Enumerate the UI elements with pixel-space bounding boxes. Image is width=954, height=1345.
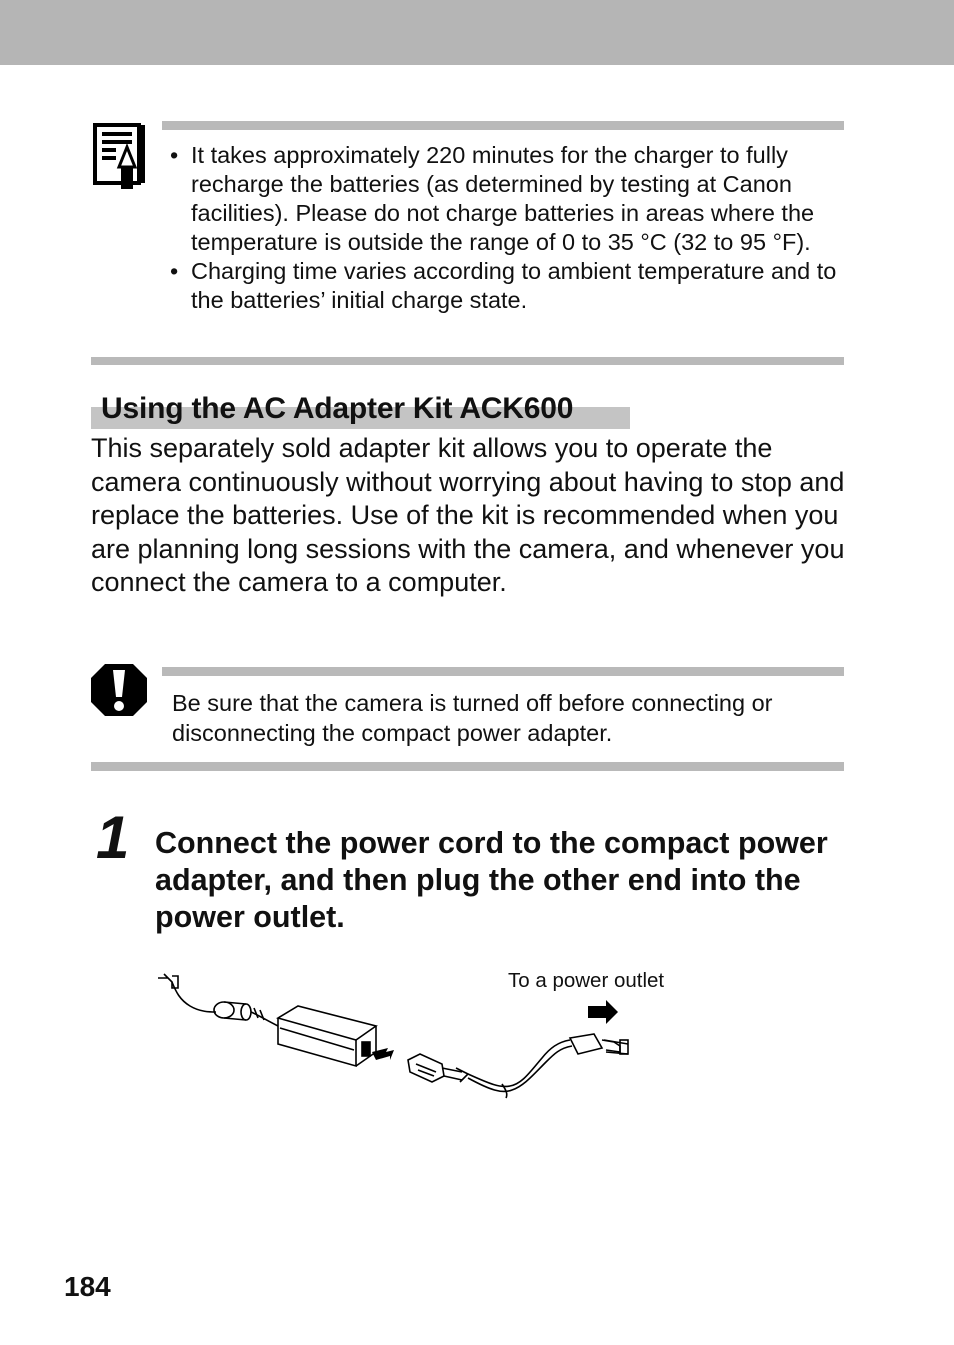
note-top-rule: [162, 121, 844, 130]
caution-exclamation-icon: [91, 664, 147, 716]
step-instruction: Connect the power cord to the compact power adapter, and then plug the other end into the power outlet.: [155, 826, 828, 934]
section-heading: Using the AC Adapter Kit ACK600: [101, 392, 574, 425]
note-bottom-rule: [91, 357, 844, 365]
note-item: • It takes approximately 220 minutes for the charger to fully recharge the batteries (as determined by testing at Canon facilities). Please do not charge batteries in areas where the temperature is outside the range of 0 to 35 °C (32 to 95 °F).: [170, 142, 815, 255]
memo-note-icon: [93, 123, 146, 189]
note-list: [170, 141, 850, 315]
section-body: This separately sold adapter kit allows you to operate the camera continuously without worrying about having to stop and replace the batteries. Use of the kit is recommended when you are planning long sessions with the camera, and whenever you connect the camera to a computer.: [91, 433, 845, 598]
header-band: [0, 0, 954, 65]
power-outlet-label: To a power outlet: [508, 969, 665, 992]
caution-bottom-rule: [91, 762, 844, 771]
step-number: 1: [96, 804, 130, 871]
caution-top-rule: [162, 667, 844, 676]
note-item: • Charging time varies according to ambient temperature and to the batteries’ initial charge state.: [170, 258, 837, 313]
page-number: 184: [64, 1271, 111, 1302]
caution-text: Be sure that the camera is turned off before connecting or disconnecting the compact power adapter.: [172, 690, 773, 746]
